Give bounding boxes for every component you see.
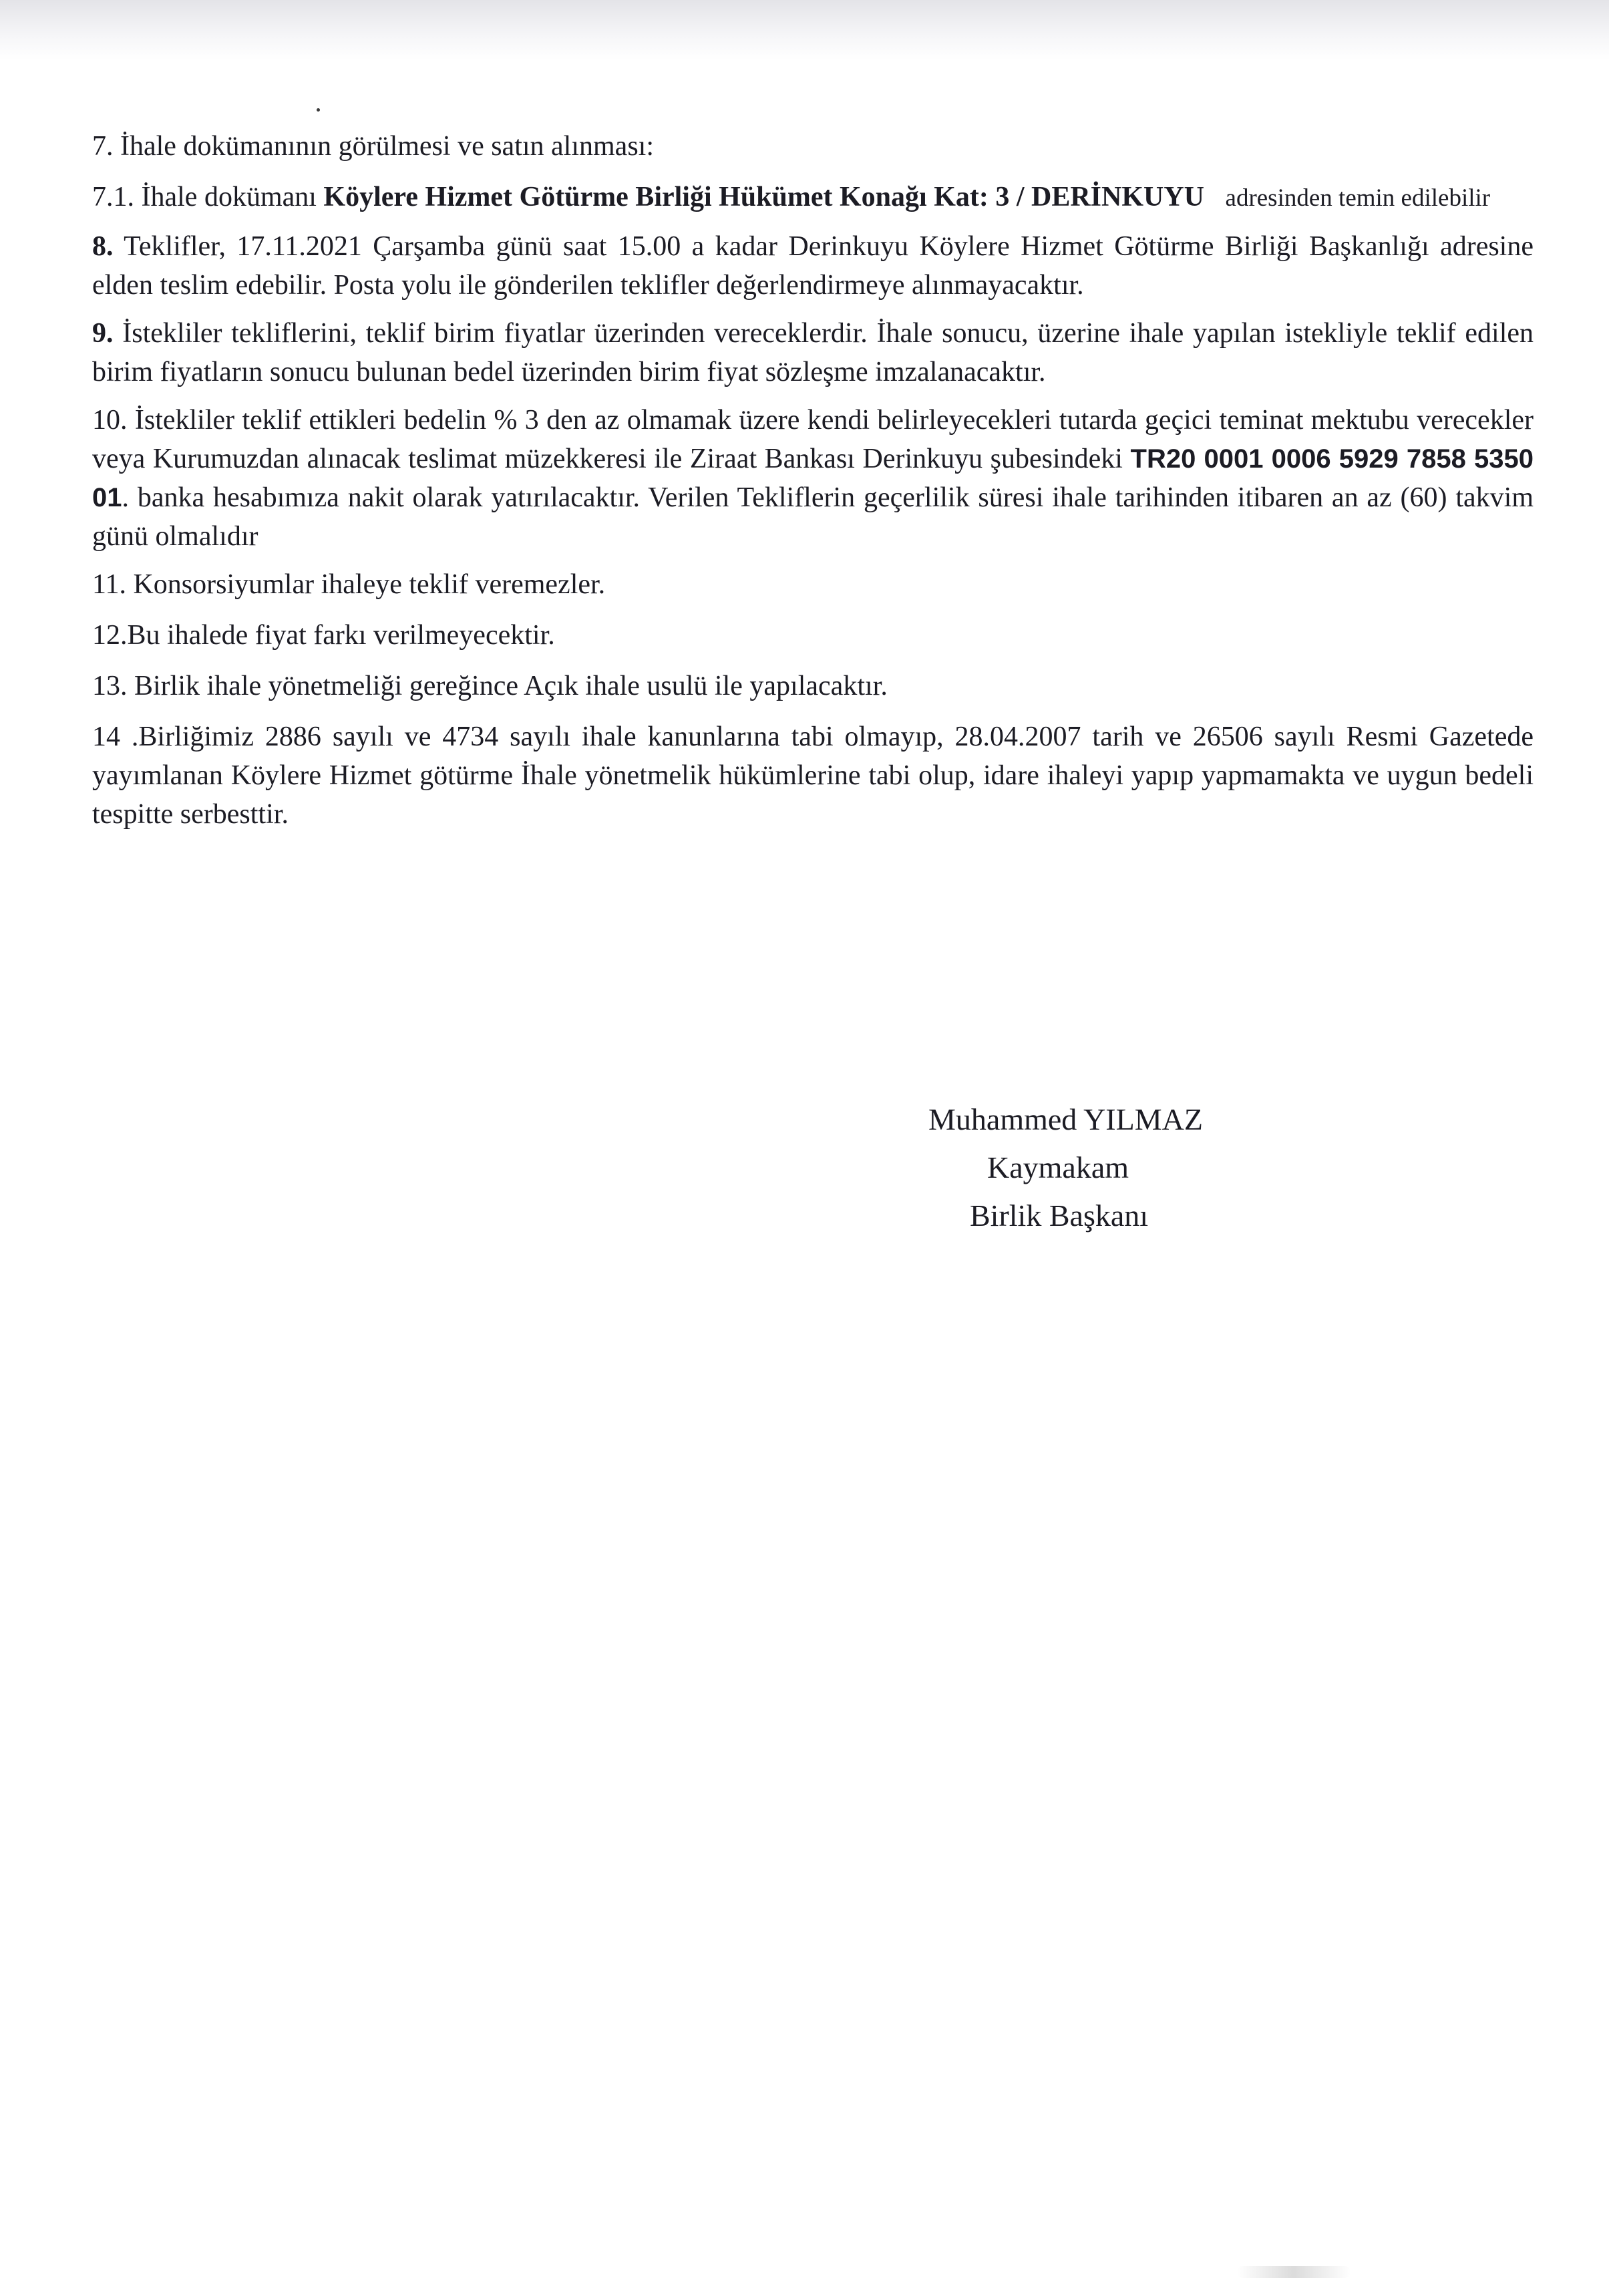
item-8 (92, 227, 1534, 305)
item-7-1 (92, 178, 1534, 218)
signatory-name: Muhammed YILMAZ (928, 1102, 1203, 1136)
scan-speck (317, 108, 320, 112)
signatory-title: Kaymakam (987, 1150, 1129, 1184)
item-10-text-before: 10. İstekliler teklif ettikleri bedelin % 3 den az olmamak üzere kendi belirleyecekleri tutarda geçici teminat mektubu verecekler veya Kurumuzdan alınacak teslimat müzekkeresi ile Ziraat Bankası Derinkuyu şubesindeki (92, 405, 1534, 474)
item-9-text: İstekliler tekliflerini, teklif birim fiyatlar üzerinden vereceklerdir. İhale sonucu, üzerine ihale yapılan istekliyle teklif edilen birim fiyatların sonucu bulunan bedel üzerinden birim fiyat sözleşme imzalanacaktır. (92, 318, 1534, 387)
item-7-title-text: 7. İhale dokümanının görülmesi ve satın alınması: (92, 131, 655, 162)
document-body (92, 127, 1534, 843)
item-7-1-suffix: adresinden temin edilebilir (1225, 184, 1491, 212)
scan-smudge (1237, 2266, 1351, 2278)
signature-block (928, 1096, 1262, 1240)
signatory-role: Birlik Başkanı (970, 1198, 1149, 1233)
item-12-text: 12.Bu ihalede fiyat farkı verilmeyecektir. (92, 620, 555, 651)
item-10-iban: TR20 0001 0006 5929 7858 5350 01 (92, 444, 1534, 512)
item-14 (92, 717, 1534, 834)
item-7-1-prefix: 7.1. İhale dokümanı (92, 182, 324, 212)
item-7-1-address: Köylere Hizmet Götürme Birliği Hükümet Konağı Kat: 3 / DERİNKUYU (323, 182, 1205, 212)
item-8-number: 8. (92, 231, 114, 262)
item-13-text: 13. Birlik ihale yönetmeliği gereğince Açık ihale usulü ile yapılacaktır. (92, 671, 888, 701)
item-12 (92, 616, 1534, 655)
item-14-text: 14 .Birliğimiz 2886 sayılı ve 4734 sayılı ihale kanunlarına tabi olmayıp, 28.04.2007 tarih ve 26506 sayılı Resmi Gazetede yayımlanan Köylere Hizmet götürme İhale yönetmelik hükümlerine tabi olup, idare ihaleyi yapıp yapmamakta ve uygun bedeli tespitte serbesttir. (92, 721, 1534, 830)
item-8-text: Teklifler, 17.11.2021 Çarşamba günü saat 15.00 a kadar Derinkuyu Köylere Hizmet Götürme Birliği Başkanlığı adresine elden teslim edebilir. Posta yolu ile gönderilen teklifler değerlendirmeye alınmayacaktır. (92, 231, 1534, 301)
item-9-number: 9. (92, 318, 114, 349)
item-10 (92, 401, 1534, 556)
item-9 (92, 314, 1534, 391)
item-13 (92, 667, 1534, 705)
scan-edge-shadow (0, 0, 1609, 60)
item-10-text-after: . banka hesabımıza nakit olarak yatırılacaktır. Verilen Tekliflerin geçerlilik süresi ihale tarihinden itibaren an az (60) takvim günü olmalıdır (92, 482, 1534, 552)
item-11-text: 11. Konsorsiyumlar ihaleye teklif veremezler. (92, 569, 606, 600)
item-7-title (92, 127, 1534, 166)
item-11 (92, 565, 1534, 604)
